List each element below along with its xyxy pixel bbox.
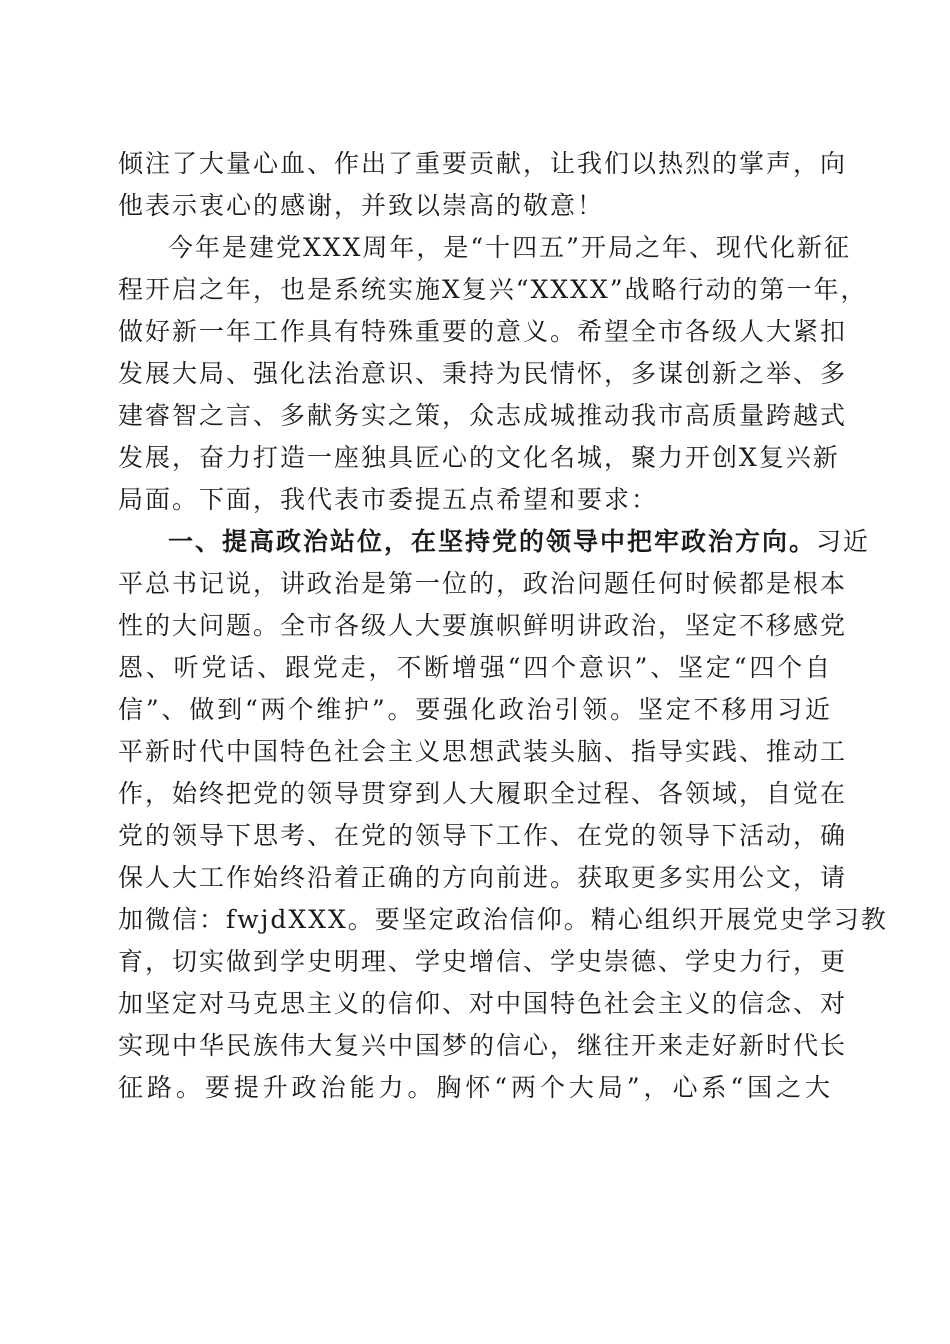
text-line: 保人大工作始终沿着正确的方向前进。获取更多实用公文，请 [118,863,848,892]
text-line: 恩、听党话、跟党走，不断增强“四个意识”、坚定“四个自 [118,653,832,682]
text-line: 实现中华民族伟大复兴中国梦的信心，继往开来走好新时代长 [118,1031,848,1060]
section-heading-line [118,521,871,563]
heading-line-rest: 习近 [816,527,871,556]
text-line: 程开启之年，也是系统实施X复兴“XXXX”战略行动的第一年， [118,275,868,304]
text-line: 局面。下面，我代表市委提五点希望和要求： [118,485,659,514]
text-line: 建睿智之言、多献务实之策，众志成城推动我市高质量跨越式 [118,401,848,430]
text-line: 做好新一年工作具有特殊重要的意义。希望全市各级人大紧扣 [118,317,848,346]
text-line: 倾注了大量心血、作出了重要贡献，让我们以热烈的掌声，向 [118,149,848,178]
text-line: 加微信：fwjdXXX。要坚定政治信仰。精心组织开展党史学习教 [118,905,888,934]
text-line: 育，切实做到学史明理、学史增信、学史崇德、学史力行，更 [118,947,848,976]
text-line: 发展，奋力打造一座独具匠心的文化名城，聚力开创X复兴新 [118,443,840,472]
text-line: 信”、做到“两个维护”。要强化政治引领。坚定不移用习近 [118,695,832,724]
text-line: 平新时代中国特色社会主义思想武装头脑、指导实践、推动工 [118,737,848,766]
text-line: 今年是建党XXX周年，是“十四五”开局之年、现代化新征 [168,233,851,262]
text-line: 作，始终把党的领导贯穿到人大履职全过程、各领域，自觉在 [118,779,848,808]
document-body [118,143,888,1109]
text-line: 他表示衷心的感谢，并致以崇高的敬意！ [118,191,605,220]
text-line: 加坚定对马克思主义的信仰、对中国特色社会主义的信念、对 [118,989,848,1018]
section-heading: 一、提高政治站位，在坚持党的领导中把牢政治方向。 [168,527,817,556]
text-line: 征路。要提升政治能力。胸怀“两个大局”，心系“国之大 [118,1073,832,1102]
text-line: 平总书记说，讲政治是第一位的，政治问题任何时候都是根本 [118,569,848,598]
text-line: 发展大局、强化法治意识、秉持为民情怀，多谋创新之举、多 [118,359,848,388]
text-line: 党的领导下思考、在党的领导下工作、在党的领导下活动，确 [118,821,848,850]
text-line: 性的大问题。全市各级人大要旗帜鲜明讲政治，坚定不移感党 [118,611,848,640]
